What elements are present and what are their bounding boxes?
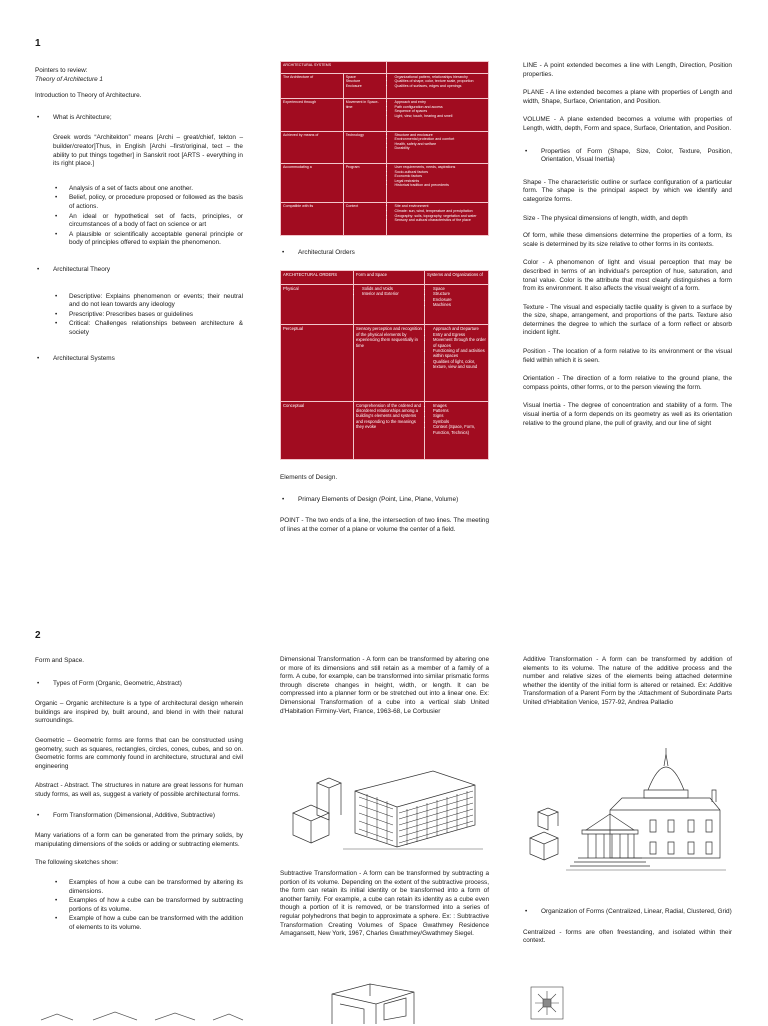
elements-heading: Elements of Design. [280,474,338,481]
subtractive-transformation-text: Subtractive Transformation - A form can be transformed by subtracting a portion of its volume. Depending on the extent of the subtractive process, the form can retain its initial identity or be transformed into a form of another family. For example, a cube can retain its identity as a cube even though a portion of it is removed, or be transformed into a series of regular polyhedrons that begin to approximate a sphere. Ex: : Subtractive Transformation Creating Volumes of Space Gwathmey Residence Amagansett, New York, 1967, Charles Gwathmey/Gwathmey Siegel. [280,870,489,938]
table-cell: Achieved by means of [281,131,344,163]
table-cell-item: • Climate: sun, wind, temperature and precipitation [395,209,486,214]
table-cell-item: • Movement through the order of spaces [433,337,486,348]
table-cell-item: • Structure and enclosure [395,133,486,138]
table-cell-item: • Patterns [433,408,486,413]
architectural-systems-item: • Architectural Systems [35,355,243,364]
geometric-definition: Geometric – Geometric forms are forms that can be constructed using geometry, such as squares, rectangles, circles, cones, cubes, and so on. Geometric forms are commonly found in architecture, structural and civil engineering [35,736,243,770]
page2-column-1 [35,657,243,941]
theory-definition-item: • An ideal or hypothetical set of facts, principles, or circumstances of a body of fact on science or art [35,213,243,230]
table-cell: Sensory perception and recognition of the physical elements by experiencing them sequentially in time [354,325,425,401]
table-cell-item: • Approach and Departure [433,326,486,331]
table-cell-item: • Solids and Voids [362,286,422,291]
table-cell-item: • Interior and Exterior [362,291,422,296]
table-cell-item: • Path configuration and access [395,105,486,110]
architectural-theory-item: • Architectural Theory [35,266,243,275]
scale-definition: Of form, while these dimensions determine the properties of a form, its scale is determined by its size relative to other forms in its contexts. [523,232,732,248]
table-header: Systems and Organizations of [425,271,489,285]
what-is-architecture-item: • What is Architecture; [35,114,243,123]
page2-column-3 [523,656,732,717]
page2-column-2 [280,656,489,725]
properties-of-form-item: • Properties of Form (Shape, Size, Color, Texture, Position, Orientation, Visual Inertia) [523,148,732,165]
shape-definition: Shape - The characteristic outline or surface configuration of a particular form. The shape is the principal aspect by which we identify and categorize forms. [523,178,732,203]
table-cell-item: • Sequence of spaces [395,109,486,114]
architectural-orders-item: • Architectural Orders [280,249,489,258]
table-cell: Conceptual [281,401,354,459]
table-cell: The Architecture of [281,73,344,99]
cube-sketches [35,1006,245,1026]
architectural-orders-table [280,270,489,460]
page2-column-3-lower [523,908,732,955]
orientation-definition: Orientation - The direction of a form relative to the ground plane, the compass points, other forms, or to the person viewing the form. [523,375,732,391]
subject-title: Theory of Architecture 1 [35,75,103,83]
theory-definition-item: • A plausible or scientifically acceptable general principle or body of principles offered to explain the phenomenon. [35,231,243,248]
page1-column-2 [280,474,489,543]
primary-elements-item: • Primary Elements of Design (Point, Line, Plane, Volume) [280,496,489,505]
greek-definition: Greek words “Architekton” means [Archi – great/chief, tekton – builder/creator]Thus, in English [Archi –first/original, tect – the ability to put things together] in Sanskrit root [ARTS - everything in its right place.] [53,134,243,168]
visual-inertia-definition: Visual Inertia - The degree of concentration and stability of a form. The visual inertia of a form depends on its geometry as well as its orientation relative to the ground plane, the pull of gravity, and our line of sight [523,402,732,427]
palladio-villa-sketch [526,746,731,878]
page1-column-3 [523,62,732,437]
theory-type-item: • Critical: Challenges relationships between architecture & society [35,320,243,337]
table-cell: Accommodating a [281,164,344,203]
table-cell-item: • Qualities of surfaces, edges and openings [395,84,486,89]
table-cell-item: • Site and environment [395,204,486,209]
theory-type-item: • Descriptive: Explains phenomenon or events; their neutral and do not lean towards any ideology [35,293,243,310]
table-cell-item: • Light, view, touch, hearing and smell [395,114,486,119]
table-cell: Physical [281,284,354,325]
organic-definition: Organic – Organic architecture is a type of architectural design wherein buildings are inspired by, built around, and blend in with their natural surroundings. [35,700,243,725]
table-cell-item: • Environmental protection and comfort [395,137,486,142]
form-and-space-heading: Form and Space. [35,657,85,664]
gwathmey-residence-sketch [318,980,438,1024]
table-cell-item: • Qualities of light, color, texture, view and sound [433,359,486,370]
table-cell-item: • Sensory and cultural characteristics of the place [395,218,486,223]
page-number-2: 2 [35,630,41,641]
table-cell-item: • Health, safety and welfare [395,142,486,147]
sketch-example-item: • Example of how a cube can be transformed with the addition of elements to its volume. [35,915,243,932]
table-header: Form and Space [354,271,425,285]
table-cell-item: • Durability [395,146,486,151]
le-corbusier-slab-sketch [283,763,488,855]
intro-heading: Introduction to Theory of Architecture. [35,92,142,100]
theory-type-item: • Prescriptive: Prescribes bases or guidelines [35,311,243,320]
form-transformation-item: • Form Transformation (Dimensional, Additive, Subtractive) [35,812,243,821]
types-of-form-item: • Types of Form (Organic, Geometric, Abstract) [35,680,243,689]
table-cell-item: • Economic factors [395,174,486,179]
sketch-example-item: • Examples of how a cube can be transformed by subtracting portions of its volume. [35,897,243,914]
additive-transformation-text: Additive Transformation - A form can be transformed by addition of elements to its volume. The nature of the additive process and the number and relative sizes of the elements being attached determine whether the identity of the initial form is altered or retained. Ex: Additive Transformation of a Parent Form by the :Attachment of Subordinate Parts United d'Habitation Venice, 1577-92, Andrea Palladio [523,656,732,706]
sketches-intro: The following sketches show: [35,859,119,867]
table-cell: Program [343,164,386,203]
table-cell-item: • Signs [433,413,486,418]
size-definition: Size - The physical dimensions of length, width, and depth [523,214,688,222]
table-cell-item: • Socio-cultural factors [395,170,486,175]
table-cell-item: • Images [433,403,486,408]
table-header: ARCHITECTURAL SYSTEMS [281,62,387,74]
table-cell: Movement in Space-time [343,99,386,131]
color-definition: Color - A phenomenon of light and visual perception that may be described in terms of an individual's perception of hue, saturation, and tonal value. Color is the attribute that most clearly distinguishes a form from its environment. It also affects the visual weight of a form. [523,259,732,293]
table-cell-item: • Organizational pattern, relationships hierarchy [395,75,486,80]
texture-definition: Texture - The visual and especially tactile quality is given to a surface by the size, shape, arrangement, and proportions of the parts. Texture also determines the degree to which the surface of a form reflect or absorb incident light. [523,303,732,337]
table-cell-item: • Symbols [433,419,486,424]
pointers-heading: Pointers to review: [35,67,88,74]
sketch-example-item: • Examples of how a cube can be transformed by altering its dimensions. [35,879,243,896]
table-cell: Technology [343,131,386,163]
table-cell-item: • Entry and Egress [433,332,486,337]
table-cell: Compatible with its [281,203,344,236]
table-cell-item: • Structure [433,291,486,296]
theory-definition-item: • Analysis of a set of facts about one another. [35,185,243,194]
table-cell-item: • Qualities of shape, color, texture scale, proportion [395,79,486,84]
abstract-definition: Abstract - Abstract. The structures in nature are great lessons for human study forms, as well as, suggest a variety of possible architectural forms. [35,782,243,798]
organization-of-forms-item: • Organization of Forms (Centralized, Linear, Radial, Clustered, Grid) [523,908,732,917]
page-number-1: 1 [35,38,41,49]
page2-column-2-lower [280,870,489,948]
table-cell-item: • Geography: soils, topography, vegetation and water [395,214,486,219]
line-definition: LINE - A point extended becomes a line with Length, Direction, Position properties. [523,62,732,78]
page1-column-1 [35,67,243,373]
point-definition: POINT - The two ends of a line, the intersection of two lines. The meeting of lines at the corner of a plane or volume the center of a field. [280,517,489,533]
table-cell: Context [343,203,386,236]
table-cell-item: • Approach and entry [395,100,486,105]
architectural-systems-table [280,61,489,236]
table-cell-item: • Enclosure [433,297,486,302]
position-definition: Position - The location of a form relative to its environment or the visual field within which it is seen. [523,348,732,364]
plane-definition: PLANE - A line extended becomes a plane with properties of Length and width, Shape, Surface, Orientation, and Position. [523,89,732,105]
table-cell-item: • Context (Space, Form, Function, Technics) [433,424,486,435]
architectural-orders-label-wrap [280,249,489,267]
table-cell-item: • Machines [433,302,486,307]
table-header: ARCHITECTURAL ORDERS [281,271,354,285]
table-cell-item: • Functioning of and activities within spaces [433,348,486,359]
dimensional-transformation-text: Dimensional Transformation - A form can be transformed by altering one or more of its dimensions and still retain as a member of a family of a form. A cube, for example, can be transformed into similar prismatic forms through discrete changes in height, width, or length. It can be compressed into a planner form or be stretched out into a linear one. Ex: Dimensional Transformation of a cube into a vertical slab United d'Habitation Firminy-Vert, France, 1963-68, Le Corbusier [280,656,489,715]
theory-definition-item: • Belief, policy, or procedure proposed or followed as the basis of actions. [35,194,243,211]
variations-paragraph: Many variations of a form can be generated from the primary solids, by manipulating dimensions of the solids or adding or subtracting elements. [35,832,243,848]
table-cell-item: • Legal restraints [395,179,486,184]
table-cell: Comprehension of the ordered and disordered relationships among a building's elements and systems and responding to the meanings they evoke [354,401,425,459]
centralized-form-diagram [529,985,565,1021]
volume-definition: VOLUME - A plane extended becomes a volume with properties of Length, width, depth, Form and space, Surface, Orientation, and Position. [523,116,732,132]
table-cell: Space Structure Enclosure [343,73,386,99]
table-cell: Experienced through [281,99,344,131]
table-cell-item: • User requirements, needs, aspirations [395,165,486,170]
table-cell: Perceptual [281,325,354,401]
table-cell-item: • Historical tradition and precedents [395,183,486,188]
centralized-definition: Centralized - forms are often freestanding, and isolated within their context. [523,928,732,945]
table-cell-item: • Space [433,286,486,291]
